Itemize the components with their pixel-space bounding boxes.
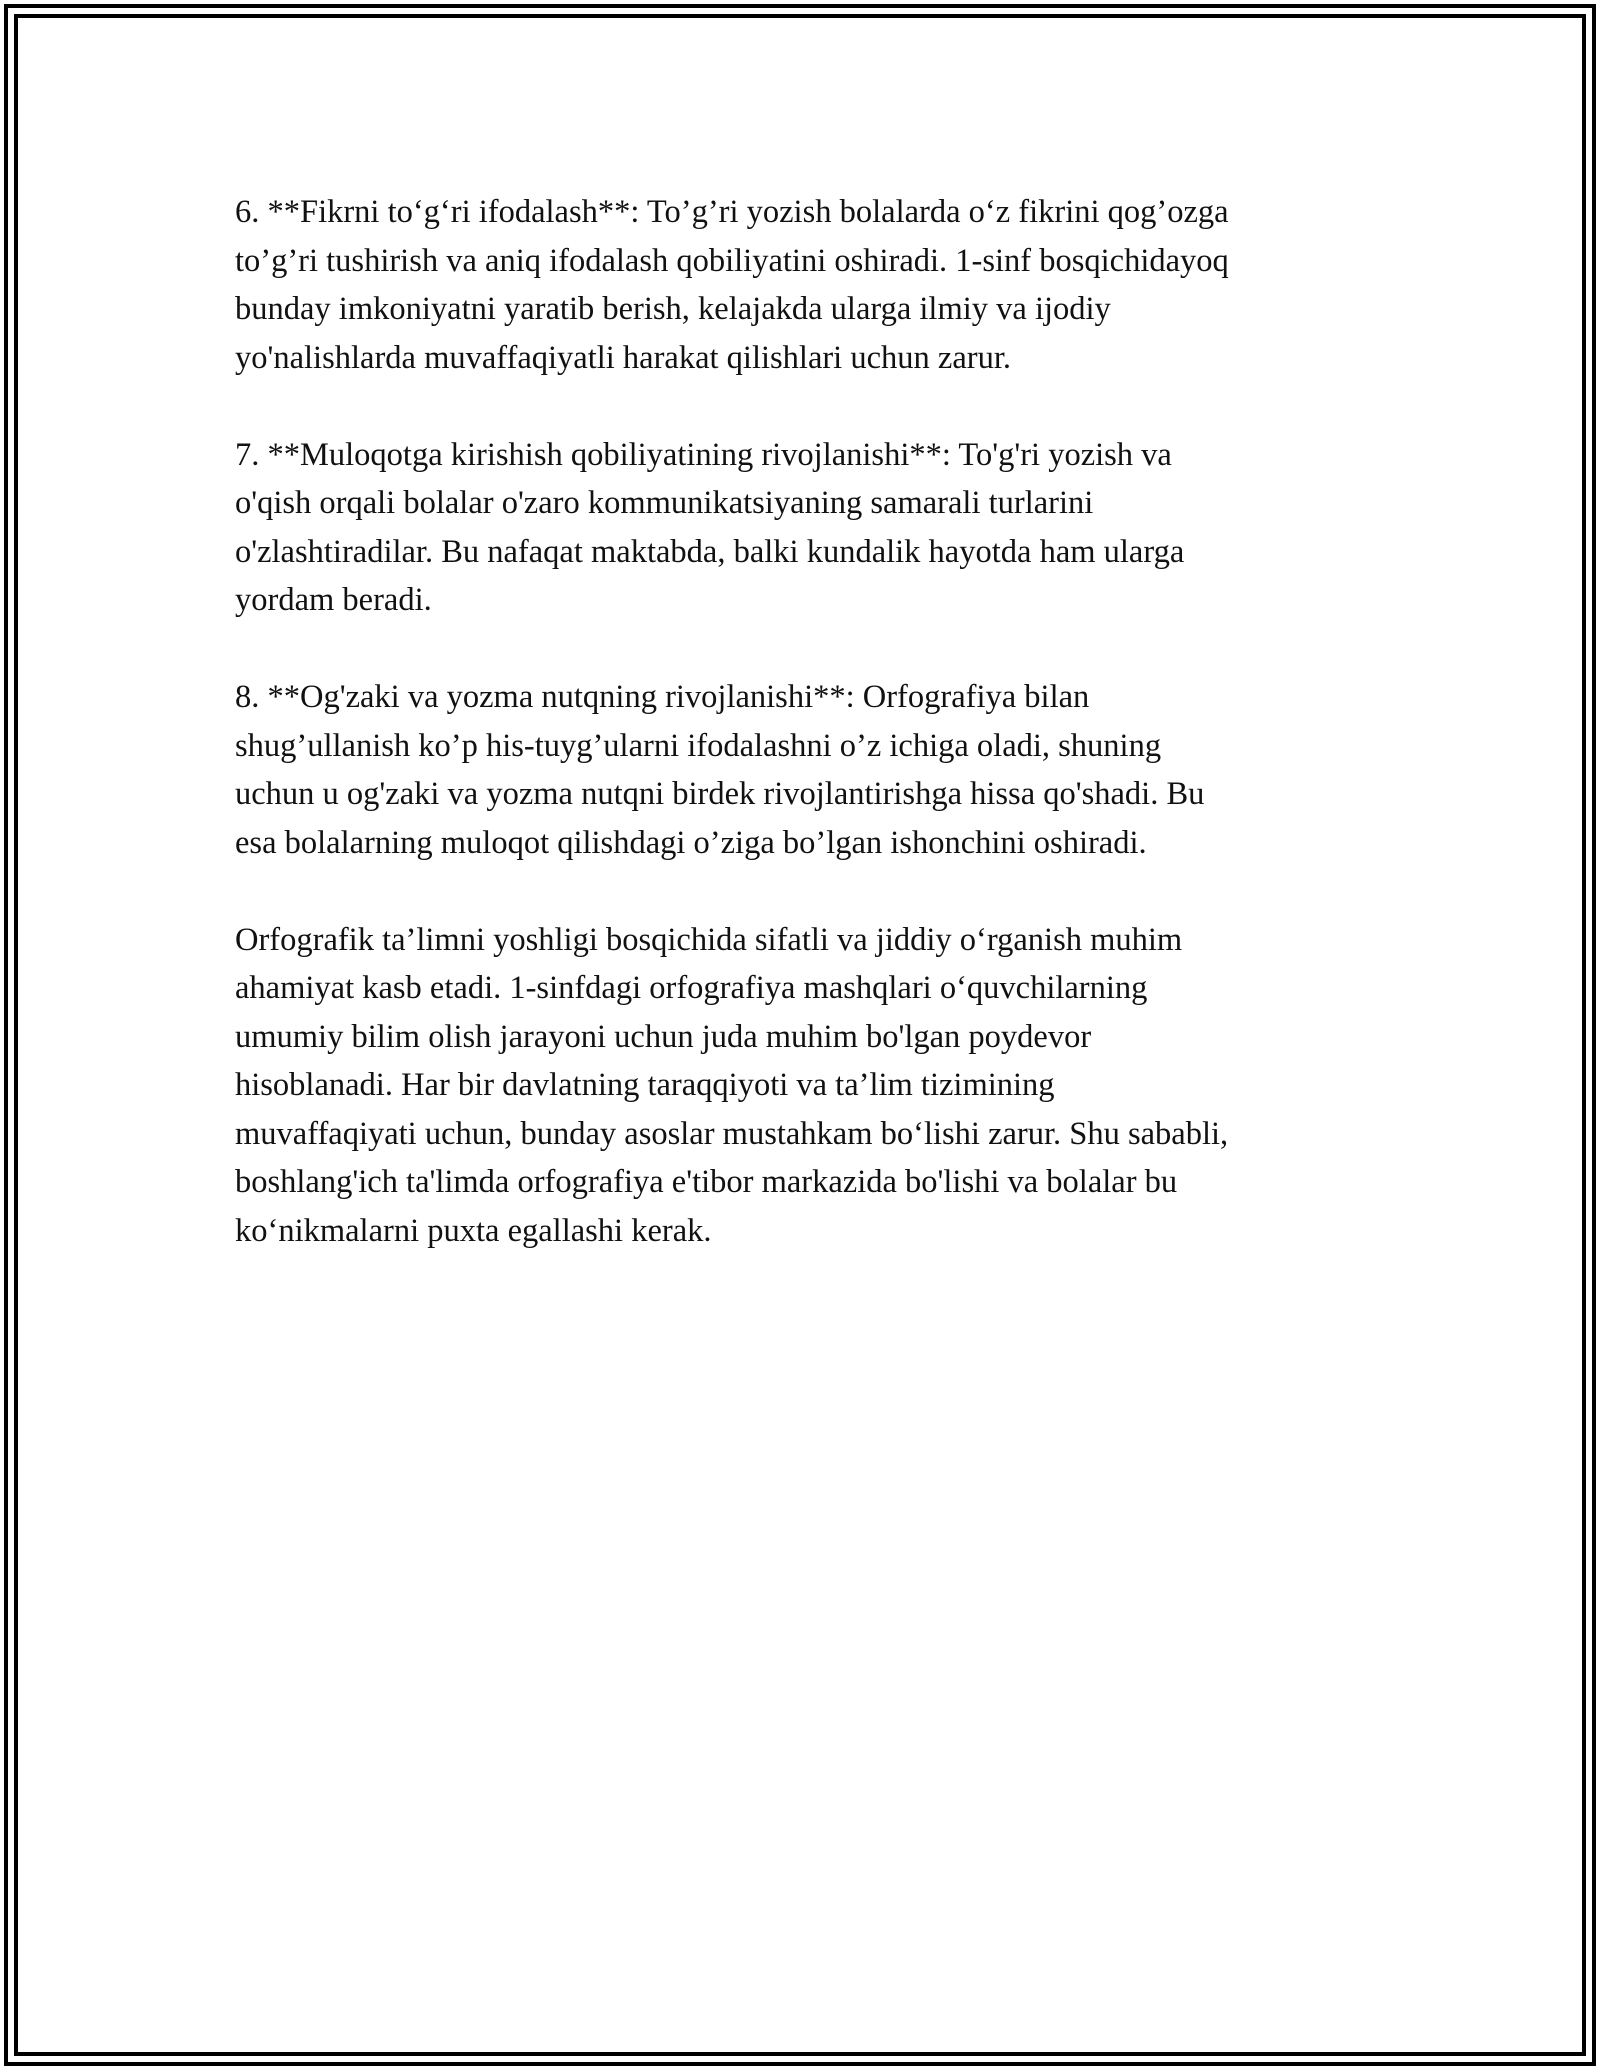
text-line: Orfografik ta’limni yoshligi bosqichida sifatli va jiddiy o‘rganish muhim bbox=[235, 921, 1183, 958]
document-body bbox=[235, 188, 1365, 1304]
text-line: ahamiyat kasb etadi. 1-sinfdagi orfografiya mashqlari o‘quvchilarning bbox=[235, 970, 1148, 1006]
paragraph-item-6 bbox=[235, 188, 1365, 382]
text-line: hisoblanadi. Har bir davlatning taraqqiyoti va ta’lim tizimining bbox=[235, 1067, 1055, 1103]
text-line: muvaffaqiyati uchun, bunday asoslar mustahkam bo‘lishi zarur. Shu sababli, bbox=[235, 1115, 1229, 1152]
text-line: o'qish orqali bolalar o'zaro kommunikatsiyaning samarali turlarini bbox=[235, 485, 1094, 521]
text-line: esa bolalarning muloqot qilishdagi o’ziga bo’lgan ishonchini oshiradi. bbox=[235, 824, 1147, 861]
text-line: o'zlashtiradilar. Bu nafaqat maktabda, balki kundalik hayotda ham ularga bbox=[235, 533, 1185, 570]
paragraph-conclusion bbox=[235, 916, 1365, 1256]
text-line: 7. **Muloqotga kirishish qobiliyatining rivojlanishi**: To'g'ri yozish va bbox=[235, 436, 1172, 473]
text-line: 6. **Fikrni to‘g‘ri ifodalash**: To’g’ri yozish bolalarda o‘z fikrini qog’ozga bbox=[235, 194, 1229, 230]
text-line: 8. **Og'zaki va yozma nutqning rivojlanishi**: Orfografiya bilan bbox=[235, 679, 1090, 715]
text-line: uchun u og'zaki va yozma nutqni birdek rivojlantirishga hissa qo'shadi. Bu bbox=[235, 776, 1205, 812]
text-line: ko‘nikmalarni puxta egallashi kerak. bbox=[235, 1212, 712, 1249]
text-line: boshlang'ich ta'limda orfografiya e'tibor markazida bo'lishi va bolalar bu bbox=[235, 1164, 1178, 1200]
text-line: yo'nalishlarda muvaffaqiyatli harakat qilishlari uchun zarur. bbox=[235, 339, 1011, 376]
text-line: to’g’ri tushirish va aniq ifodalash qobiliyatini oshiradi. 1-sinf bosqichidayoq bbox=[235, 242, 1229, 279]
text-line: shug’ullanish ko’p his-tuyg’ularni ifodalashni o’z ichiga oladi, shuning bbox=[235, 727, 1162, 764]
paragraph-item-8 bbox=[235, 673, 1365, 867]
text-line: umumiy bilim olish jarayoni uchun juda muhim bo'lgan poydevor bbox=[235, 1018, 1092, 1055]
text-line: yordam beradi. bbox=[235, 582, 432, 618]
paragraph-item-7 bbox=[235, 431, 1365, 625]
text-line: bunday imkoniyatni yaratib berish, kelajakda ularga ilmiy va ijodiy bbox=[235, 291, 1111, 327]
